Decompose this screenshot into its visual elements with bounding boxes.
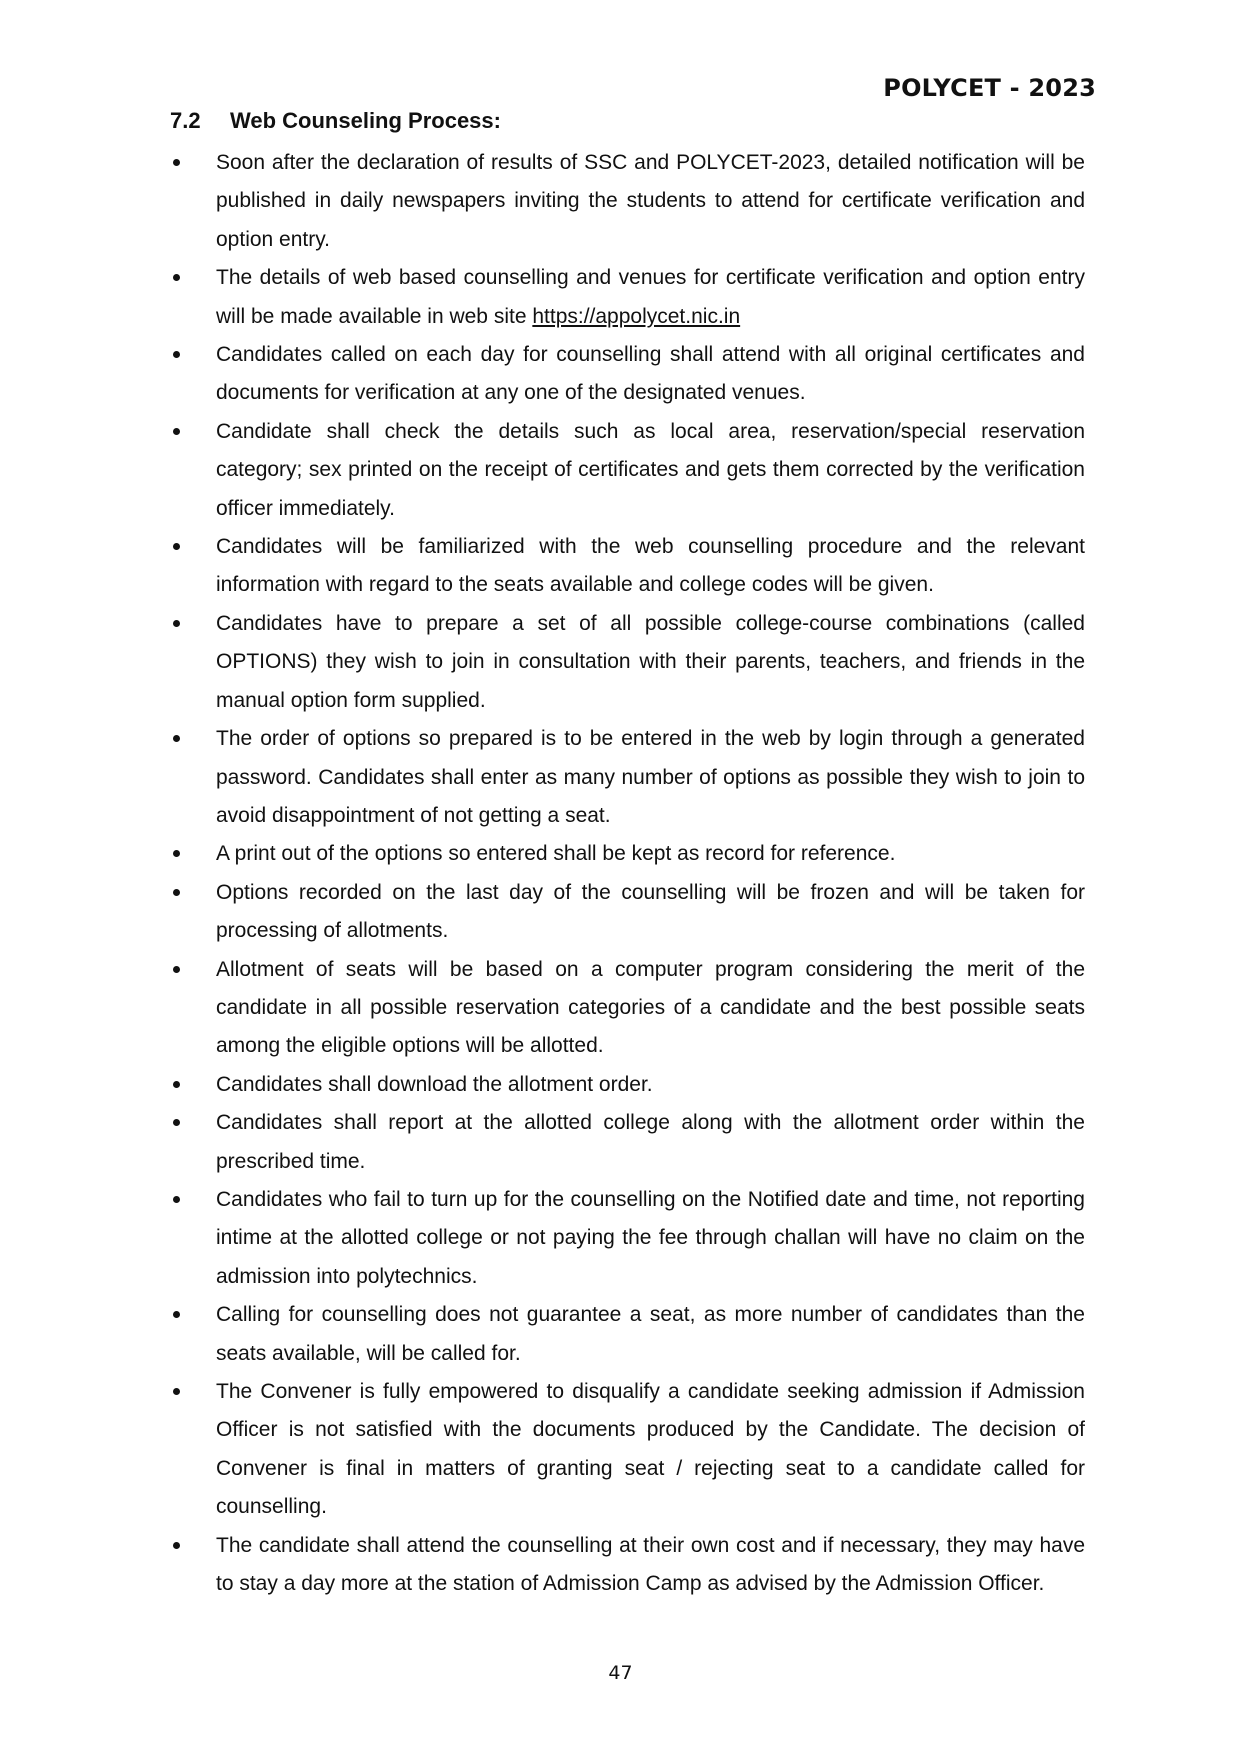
bullet-icon	[173, 1311, 180, 1318]
bullet-icon	[173, 850, 180, 857]
list-item-text: A print out of the options so entered shall be kept as record for reference.	[216, 842, 896, 866]
list-item-text: Candidates shall download the allotment order.	[216, 1072, 653, 1096]
list-item	[170, 951, 1085, 1066]
bullet-icon	[173, 889, 180, 896]
bullet-icon	[173, 966, 180, 973]
bullet-icon	[173, 274, 180, 281]
list-item-text: Calling for counselling does not guarantee a seat, as more number of candidates than the seats available, will be called for.	[216, 1303, 1085, 1365]
list-item-text: Candidate shall check the details such as local area, reservation/special reservation category; sex printed on the receipt of certificates and gets them corrected by the verification officer immediately.	[216, 419, 1085, 520]
list-item	[170, 1181, 1085, 1296]
bullet-icon	[173, 1081, 180, 1088]
list-item	[170, 1373, 1085, 1527]
bullet-list	[170, 144, 1085, 1603]
section-heading	[170, 108, 501, 134]
list-item-text: Options recorded on the last day of the counselling will be frozen and will be taken for processing of allotments.	[216, 880, 1085, 943]
list-item	[170, 835, 1085, 873]
list-item	[170, 1104, 1085, 1181]
list-item	[170, 605, 1085, 720]
list-item-text: The order of options so prepared is to be entered in the web by login through a generated password. Candidates shall enter as many number of options as possible they wish to join to avoid disappointment of not getting a seat.	[216, 727, 1085, 827]
list-item	[170, 336, 1085, 413]
list-item-text: Candidates called on each day for counselling shall attend with all original certificates and documents for verification at any one of the designated venues.	[216, 343, 1085, 405]
bullet-icon	[173, 1119, 180, 1126]
list-item-text: Candidates who fail to turn up for the counselling on the Notified date and time, not reporting intime at the allotted college or not paying the fee through challan will have no claim on the admission into polytechnics.	[216, 1187, 1085, 1288]
list-item-text: Candidates have to prepare a set of all possible college-course combinations (called OPTIONS) they wish to join in consultation with their parents, teachers, and friends in the manual option form supplied.	[216, 611, 1085, 712]
list-item-text: Allotment of seats will be based on a computer program considering the merit of the candidate in all possible reservation categories of a candidate and the best possible seats among the eligible options will be allotted.	[216, 957, 1085, 1058]
list-item	[170, 1066, 1085, 1104]
bullet-icon	[173, 351, 180, 358]
list-item-text: Candidates shall report at the allotted college along with the allotment order within the prescribed time.	[216, 1111, 1085, 1173]
bullet-icon	[173, 543, 180, 550]
website-link[interactable]: https://appolycet.nic.in	[532, 304, 741, 328]
bullet-icon	[173, 428, 180, 435]
list-item	[170, 259, 1085, 336]
section-number: 7.2	[170, 108, 201, 133]
list-item-text: Soon after the declaration of results of SSC and POLYCET-2023, detailed notification will be published in daily newspapers inviting the students to attend for certificate verification and option entry.	[216, 151, 1085, 251]
bullet-icon	[173, 620, 180, 627]
list-item	[170, 720, 1085, 835]
document-header-title: POLYCET - 2023	[883, 74, 1096, 102]
list-item	[170, 874, 1085, 951]
section-title: Web Counseling Process:	[230, 108, 501, 133]
list-item	[170, 413, 1085, 528]
list-item-text: Candidates will be familiarized with the web counselling procedure and the relevant information with regard to the seats available and college codes will be given.	[216, 535, 1085, 597]
bullet-icon	[173, 159, 180, 166]
list-item-text: The Convener is fully empowered to disqualify a candidate seeking admission if Admission Officer is not satisfied with the documents produced by the Candidate. The decision of Convener is final in matters of granting seat / rejecting seat to a candidate called for counselling.	[216, 1380, 1085, 1519]
list-item	[170, 1527, 1085, 1604]
bullet-icon	[173, 735, 180, 742]
list-item	[170, 144, 1085, 259]
list-item	[170, 528, 1085, 605]
bullet-icon	[173, 1196, 180, 1203]
bullet-icon	[173, 1388, 180, 1395]
list-item-text: The candidate shall attend the counselling at their own cost and if necessary, they may have to stay a day more at the station of Admission Camp as advised by the Admission Officer.	[216, 1533, 1085, 1596]
page-number: 47	[608, 1662, 633, 1684]
list-item-text: The details of web based counselling and venues for certificate verification and option entry will be made available in web site	[216, 266, 1085, 328]
list-item	[170, 1296, 1085, 1373]
bullet-icon	[173, 1542, 180, 1549]
